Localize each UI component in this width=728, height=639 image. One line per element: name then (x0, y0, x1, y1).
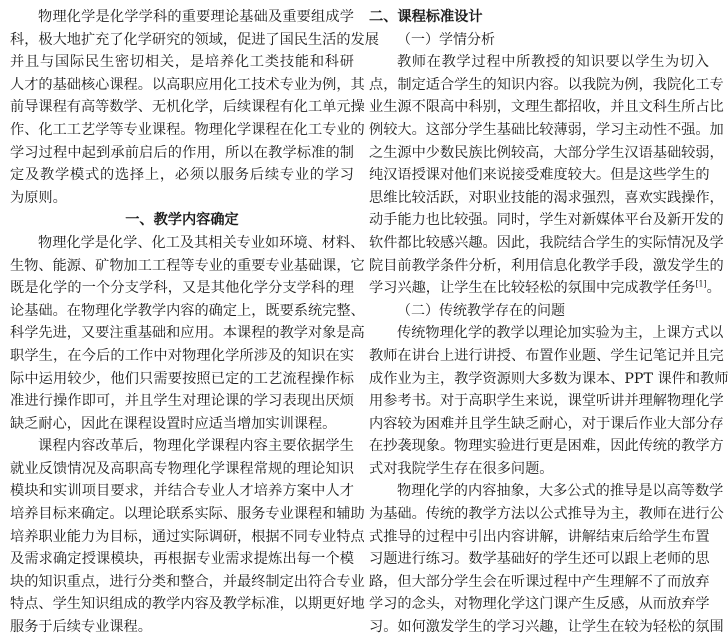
text-line: 科，极大地扩充了化学研究的领域，促进了国民生活的发展 (10, 31, 379, 48)
text-line: 传统物理化学的教学以理论加实验为主，上课方式以 (397, 325, 724, 342)
section1-paragraph-1 (10, 232, 365, 435)
text-line: 院目前教学条件分析，利用信息化教学手段，激发学生的 (369, 257, 724, 274)
traditional-teaching-paragraph-2 (369, 480, 724, 638)
section1-paragraph-2 (10, 435, 365, 638)
text-line: 为原则。 (10, 189, 67, 206)
text-line: 模块和实训项目要求，并结合专业人才培养方案中人才 (10, 483, 354, 500)
text-line: 内容较为困难并且学生缺乏耐心，对于课后作业大部分存 (369, 415, 724, 432)
text-line: 学习过程中起到承前启后的作用，所以在教学标准的制 (10, 144, 354, 161)
text-line: 既是化学的一个分支学科，又是其他化学分支学科的理 (10, 280, 354, 297)
text-line: 职学生，在今后的工作中对物理化学所涉及的知识在实 (10, 347, 354, 364)
text-line: 培养职业能力为目标，通过实际调研，根据不同专业特点 (10, 528, 365, 545)
text-line (369, 277, 721, 300)
text-line: 培养目标来确定。以理论联系实际、服务专业课程和辅助 (10, 506, 365, 523)
right-column (369, 6, 728, 639)
text-line: 思维比较活跃，对职业技能的渴求强烈，喜欢实践操作， (369, 189, 724, 206)
left-column (10, 6, 379, 639)
text-line: 定及教学模式的选择上，必须以服务后续专业的学习 (10, 167, 354, 184)
text-line: 际中运用较少，他们只需要按照已定的工艺流程操作标 (10, 370, 354, 387)
text-line: 缺乏耐心，因此在课程设置时应适当增加实训课程。 (10, 415, 337, 432)
text-line: 人才的基础核心课程。以高职应用化工技术专业为例，其 (10, 76, 365, 93)
subsection-heading: （二）传统教学存在的问题 (397, 302, 565, 319)
text-line: 习。如何激发学生的学习兴趣，让学生在较为轻松的氛围 (369, 619, 724, 636)
text-line: 纯汉语授课对他们来说接受难度较大。但是这些学生的 (369, 167, 710, 184)
text-line: 科学先进，又要注重基础和应用。本课程的教学对象是高 (10, 325, 365, 342)
text-line: 学习的念头，对物理化学这门课产生反感，从而放弃学 (369, 596, 710, 613)
text-line: 动手能力也比较强。同时，学生对新媒体平台及新开发的 (369, 212, 724, 229)
citation-marker: [1] (695, 279, 707, 289)
text-line: 就业反馈情况及高职高专物理化学课程常规的理论知识 (10, 460, 354, 477)
text-line: 软件都比较感兴趣。因此，我院结合学生的实际情况及学 (369, 234, 724, 251)
traditional-teaching-paragraph-1 (369, 322, 728, 480)
text-line: 在抄袭现象。物理实验进行更是困难，因此传统的教学方 (369, 438, 724, 455)
text-line: 前导课程有高等数学、无机化学，后续课程有化工单元操 (10, 99, 365, 116)
text-line: 物理化学的内容抽象，大多公式的推导是以高等数学 (397, 483, 724, 500)
text-line: 论基础。在物理化学教学内容的确定上，既要系统完整、 (10, 302, 365, 319)
text-line: 用参考书。对于高职学生来说，课堂听讲并理解物理化学 (369, 393, 724, 410)
text-line: 例较大。这部分学生基础比较薄弱，学习主动性不强。加 (369, 121, 724, 138)
text-line: 物理化学是化学、化工及其相关专业如环境、材料、 (38, 234, 365, 251)
text-line: 特点、学生知识组成的教学内容及教学标准，以期更好地 (10, 596, 365, 613)
text-line: 作、化工工艺学等专业课程。物理化学课程在化工专业的 (10, 121, 365, 138)
text-line: 教师在教学过程中所教授的知识要以学生为切入 (397, 54, 709, 71)
text-line: 准进行操作即可，并且学生对理论课的学习表现出厌烦 (10, 393, 354, 410)
text-line: 习题进行练习。数学基础好的学生还可以跟上老师的思 (369, 551, 710, 568)
text-line: 点，制定适合学生的知识内容。以我院为例，我院化工专 (369, 76, 724, 93)
text-line: 生物、能源、矿物加工工程等专业的重要专业基础课，它 (10, 257, 365, 274)
learner-analysis-paragraph (369, 51, 724, 300)
text-line: 式对我院学生存在很多问题。 (369, 460, 554, 477)
intro-paragraph (10, 6, 379, 209)
text-line: 成作业为主，教学资源则大多数为课本、PPT 课件和教师 (369, 370, 728, 387)
text-line: 为基础。传统的教学方法以公式推导为主，教师在进行公 (369, 506, 724, 523)
text-line: 物理化学是化学学科的重要理论基础及重要组成学 (38, 9, 354, 25)
text-line: 之生源中少数民族比例较高，大部分学生汉语基础较弱， (369, 144, 724, 161)
text-line: 路，但大部分学生会在听课过程中产生理解不了而放弃 (369, 573, 710, 590)
text-line: 教师在讲台上进行讲授、布置作业题、学生记笔记并且完 (369, 347, 724, 364)
text-span: 。 (706, 280, 721, 297)
text-line: 式推导的过程中引出内容讲解，讲解结束后给学生布置 (369, 528, 710, 545)
subsection-heading: （一）学情分析 (397, 31, 495, 48)
section-heading: 二、课程标准设计 (369, 9, 483, 25)
text-line: 课程内容改革后，物理化学课程内容主要依据学生 (38, 438, 354, 455)
text-line: 服务于后续专业课程。 (10, 619, 152, 636)
section-heading: 一、教学内容确定 (125, 212, 239, 229)
text-line: 并且与国际民生密切相关，是培养化工类技能和科研 (10, 54, 354, 71)
text-span: 学习兴趣，让学生在比较轻松的氛围中完成教学任务 (369, 280, 696, 297)
text-line: 及需求确定授课模块，再根据专业需求提炼出每一个模 (10, 551, 354, 568)
text-line: 块的知识重点，进行分类和整合，并最终制定出符合专业 (10, 573, 365, 590)
text-line: 业生源不限高中科别，文理生都招收，并且文科生所占比 (369, 99, 724, 116)
